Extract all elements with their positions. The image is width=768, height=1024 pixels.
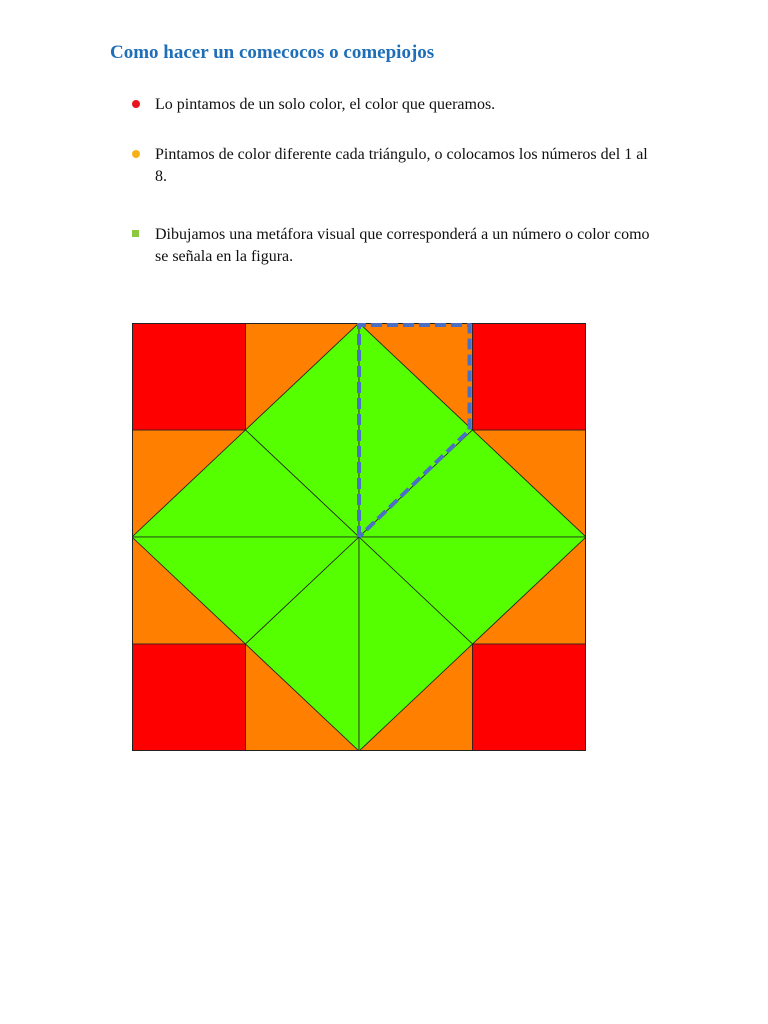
list-item-text: Dibujamos una metáfora visual que corresponderá a un número o color como se señala en la figura. [155,226,650,265]
list-item [130,144,650,188]
red-bullet-icon [132,100,140,108]
red-corner-square [473,644,587,751]
fortune-teller-diagram [132,323,586,751]
red-corner-square [132,323,246,430]
list-item-text: Pintamos de color diferente cada triángulo, o colocamos los números del 1 al 8. [155,146,648,185]
list-item [130,224,650,268]
list-item [130,94,650,116]
fortune-teller-figure [132,323,586,751]
yellow-bullet-icon [132,150,140,158]
red-corner-square [132,644,246,751]
red-corner-square [473,323,587,430]
list-item-text: Lo pintamos de un solo color, el color que queramos. [155,96,496,113]
green-square-bullet-icon [132,230,139,237]
page-title: Como hacer un comecocos o comepiojos [110,42,435,63]
